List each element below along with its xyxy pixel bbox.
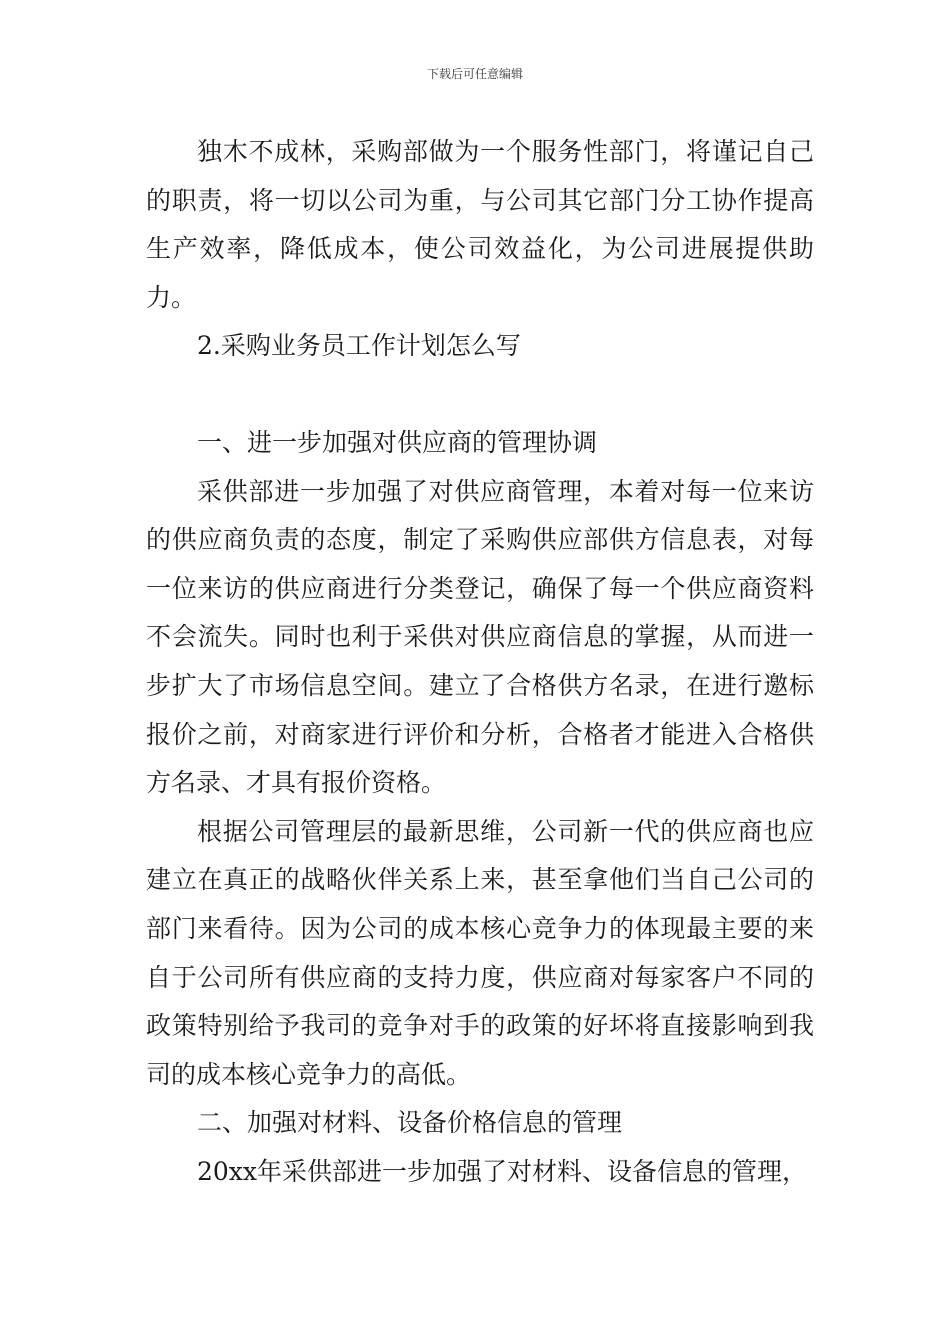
subheading-2: 二、加强对材料、设备价格信息的管理 (197, 1108, 623, 1138)
paragraph-strategic-partners: 根据公司管理层的最新思维，公司新一代的供应商也应建立在真正的战略伙伴关系上来，甚至拿他们当自己公司的部门来看待。因为公司的成本核心竞争力的体现最主要的来自于公司所有供应商的支持力度，供应商对每家客户不同的政策特别给予我司的竞争对手的政策的好坏将直接影响到我司的成本核心竞争力的高低。 (146, 816, 814, 1089)
paragraph-price-info: 20xx年采供部进一步加强了对材料、设备信息的管理， (197, 1156, 808, 1186)
section-heading-2: 2.采购业务员工作计划怎么写 (197, 331, 521, 361)
document-body (146, 128, 814, 1196)
subheading-1: 一、进一步加强对供应商的管理协调 (197, 427, 598, 457)
paragraph-supplier-management: 采供部进一步加强了对供应商管理，本着对每一位来访的供应商负责的态度，制定了采购供应部供方信息表，对每一位来访的供应商进行分类登记，确保了每一个供应商资料不会流失。同时也利于采供对供应商信息的掌握，从而进一步扩大了市场信息空间。建立了合格供方名录，在进行邀标报价之前，对商家进行评价和分析，合格者才能进入合格供方名录、才具有报价资格。 (146, 476, 814, 798)
paragraph-intro: 独木不成林，采购部做为一个服务性部门，将谨记自己的职责，将一切以公司为重，与公司其它部门分工协作提高生产效率，降低成本，使公司效益化，为公司进展提供助力。 (146, 137, 814, 312)
blank-line (146, 371, 814, 419)
page-header: 下载后可任意编辑 (426, 67, 523, 81)
